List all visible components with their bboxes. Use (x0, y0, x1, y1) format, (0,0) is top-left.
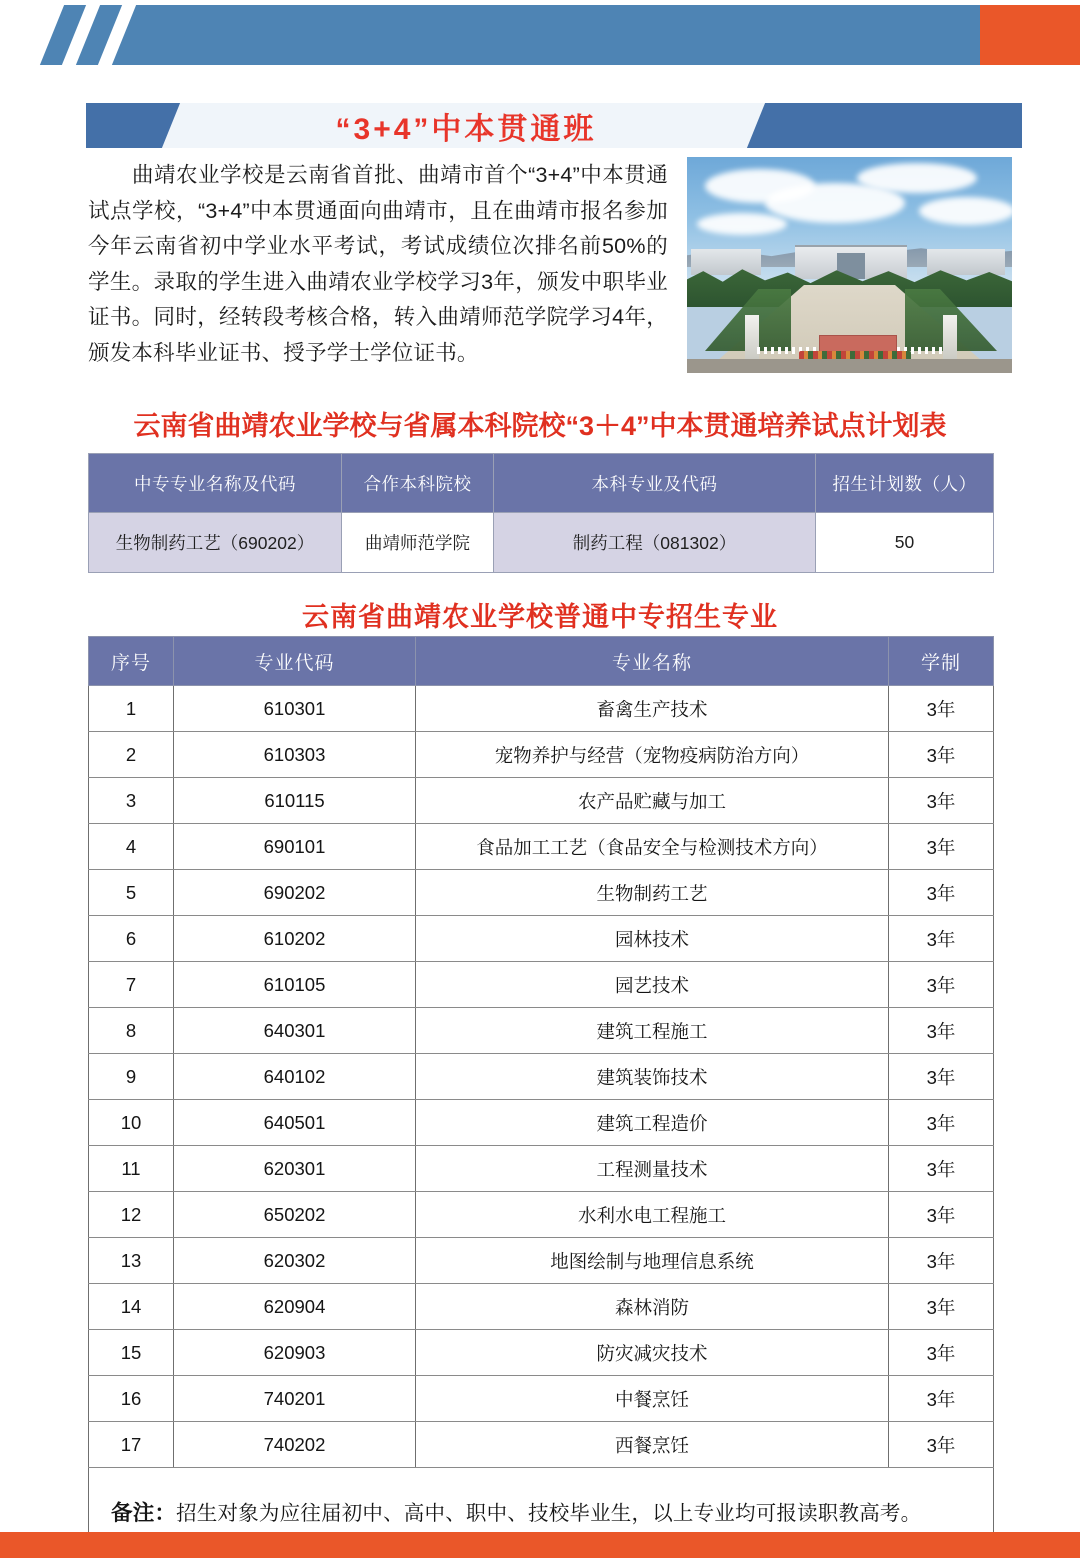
photo-building-left (691, 249, 761, 275)
table-row (89, 778, 994, 824)
table2-cell-major-code: 740202 (174, 1422, 416, 1468)
table1-col-quota: 招生计划数（人） (816, 454, 994, 513)
table-row (89, 916, 994, 962)
table2-cell-major-code: 610202 (174, 916, 416, 962)
table2-cell-index: 11 (89, 1146, 174, 1192)
photo-gate-pillar-right (943, 315, 957, 361)
photo-road (687, 359, 1012, 373)
table-row (89, 1422, 994, 1468)
table2-cell-major-name: 建筑工程造价 (416, 1100, 889, 1146)
table2-cell-duration: 3年 (889, 686, 994, 732)
table2-cell-duration: 3年 (889, 1146, 994, 1192)
table2-cell-duration: 3年 (889, 732, 994, 778)
table2-cell-major-code: 640501 (174, 1100, 416, 1146)
top-decoration-bar (0, 0, 1080, 70)
table2-cell-major-code: 620302 (174, 1238, 416, 1284)
top-orange-block (980, 5, 1080, 65)
table-row (89, 1054, 994, 1100)
table-row (89, 1100, 994, 1146)
table2-body (89, 686, 994, 1468)
table2-cell-major-name: 西餐烹饪 (416, 1422, 889, 1468)
table1-heading: 云南省曲靖农业学校与省属本科院校“3＋4”中本贯通培养试点计划表 (133, 411, 947, 441)
table1-col-partner-college: 合作本科院校 (342, 454, 494, 513)
table2-cell-major-code: 610301 (174, 686, 416, 732)
table2-cell-duration: 3年 (889, 1376, 994, 1422)
table2-cell-index: 2 (89, 732, 174, 778)
table2-cell-major-name: 园林技术 (416, 916, 889, 962)
table2-cell-duration: 3年 (889, 1192, 994, 1238)
photo-gate-pillar-left (745, 315, 759, 361)
table2-cell-duration: 3年 (889, 1054, 994, 1100)
table-row (89, 1146, 994, 1192)
photo-cloud (697, 213, 787, 235)
table2-cell-major-name: 农产品贮藏与加工 (416, 778, 889, 824)
table2-col-duration: 学制 (889, 637, 994, 686)
table1-col-major-code: 中专专业名称及代码 (89, 454, 342, 513)
table2-cell-index: 13 (89, 1238, 174, 1284)
table2-cell-duration: 3年 (889, 1008, 994, 1054)
table1-cell-partner-college: 曲靖师范学院 (342, 513, 494, 573)
top-blue-bar (155, 5, 980, 65)
intro-paragraph: 曲靖农业学校是云南省首批、曲靖市首个“3+4”中本贯通试点学校，“3+4”中本贯通面向曲靖市，且在曲靖市报名参加今年云南省初中学业水平考试，考试成绩位次排名前50%的学生。录取的学生进入曲靖农业学校学习3年，颁发中职毕业证书。同时，经转段考核合格，转入曲靖师范学院学习4年，颁发本科毕业证书、授予学士学位证书。 (88, 163, 668, 365)
photo-cloud (857, 163, 977, 193)
majors-table (88, 636, 994, 1555)
table-row (89, 1008, 994, 1054)
table1-cell-quota: 50 (816, 513, 994, 573)
table2-cell-major-code: 640301 (174, 1008, 416, 1054)
table-row (89, 870, 994, 916)
table2-cell-major-name: 生物制药工艺 (416, 870, 889, 916)
table2-cell-index: 16 (89, 1376, 174, 1422)
table2-cell-index: 17 (89, 1422, 174, 1468)
banner-title: “3+4”中本贯通班 (335, 112, 597, 146)
table2-cell-index: 15 (89, 1330, 174, 1376)
table2-cell-index: 7 (89, 962, 174, 1008)
table2-cell-index: 12 (89, 1192, 174, 1238)
photo-cloud (919, 197, 1012, 225)
table2-cell-index: 4 (89, 824, 174, 870)
table2-col-major-code: 专业代码 (174, 637, 416, 686)
note-text: 招生对象为应往届初中、高中、职中、技校毕业生，以上专业均可报读职教高考。 (176, 1501, 922, 1525)
table2-cell-major-code: 690202 (174, 870, 416, 916)
table2-cell-major-name: 水利水电工程施工 (416, 1192, 889, 1238)
table2-cell-index: 14 (89, 1284, 174, 1330)
table-row (89, 1376, 994, 1422)
table2-cell-major-name: 园艺技术 (416, 962, 889, 1008)
table-row (89, 513, 994, 573)
table2-cell-duration: 3年 (889, 1100, 994, 1146)
table2-cell-major-name: 食品加工工艺（食品安全与检测技术方向） (416, 824, 889, 870)
cooperation-plan-table (88, 453, 994, 573)
table2-cell-index: 6 (89, 916, 174, 962)
table2-cell-major-name: 防灾减灾技术 (416, 1330, 889, 1376)
table2-cell-index: 3 (89, 778, 174, 824)
table2-cell-major-code: 650202 (174, 1192, 416, 1238)
table2-header-row (89, 637, 994, 686)
table2-cell-major-name: 森林消防 (416, 1284, 889, 1330)
table2-cell-major-code: 640102 (174, 1054, 416, 1100)
table2-cell-index: 1 (89, 686, 174, 732)
table2-cell-major-name: 畜禽生产技术 (416, 686, 889, 732)
table2-cell-major-code: 610303 (174, 732, 416, 778)
table2-cell-index: 9 (89, 1054, 174, 1100)
table-row (89, 824, 994, 870)
note-label: 备注： (111, 1500, 177, 1525)
table2-cell-duration: 3年 (889, 824, 994, 870)
table1-col-bachelor-major: 本科专业及代码 (494, 454, 816, 513)
table2-col-index: 序号 (89, 637, 174, 686)
table2-cell-index: 5 (89, 870, 174, 916)
table2-cell-duration: 3年 (889, 962, 994, 1008)
table2-cell-major-code: 620301 (174, 1146, 416, 1192)
table-row (89, 1284, 994, 1330)
table1-cell-major-code: 生物制药工艺（690202） (89, 513, 342, 573)
table2-cell-major-name: 建筑装饰技术 (416, 1054, 889, 1100)
table2-cell-major-code: 620904 (174, 1284, 416, 1330)
table2-cell-major-name: 地图绘制与地理信息系统 (416, 1238, 889, 1284)
table-row (89, 1330, 994, 1376)
table2-cell-major-code: 620903 (174, 1330, 416, 1376)
table2-cell-duration: 3年 (889, 1330, 994, 1376)
table1-header-row (89, 454, 994, 513)
table2-cell-duration: 3年 (889, 1284, 994, 1330)
table2-cell-duration: 3年 (889, 870, 994, 916)
table-row (89, 686, 994, 732)
table1-cell-bachelor-major: 制药工程（081302） (494, 513, 816, 573)
bottom-orange-bar (0, 1532, 1080, 1558)
table2-cell-duration: 3年 (889, 1238, 994, 1284)
table2-cell-duration: 3年 (889, 778, 994, 824)
table-row (89, 1192, 994, 1238)
table2-cell-major-name: 宠物养护与经营（宠物疫病防治方向） (416, 732, 889, 778)
table2-cell-major-code: 690101 (174, 824, 416, 870)
table2-cell-major-name: 工程测量技术 (416, 1146, 889, 1192)
campus-photo (687, 157, 1012, 373)
table-row (89, 732, 994, 778)
table2-cell-major-name: 中餐烹饪 (416, 1376, 889, 1422)
table2-cell-major-code: 610115 (174, 778, 416, 824)
table2-cell-duration: 3年 (889, 916, 994, 962)
table2-cell-index: 10 (89, 1100, 174, 1146)
table2-cell-index: 8 (89, 1008, 174, 1054)
table2-cell-major-name: 建筑工程施工 (416, 1008, 889, 1054)
table-row (89, 1238, 994, 1284)
section-banner (86, 103, 1022, 148)
table-row (89, 962, 994, 1008)
table2-col-major-name: 专业名称 (416, 637, 889, 686)
table2-cell-major-code: 740201 (174, 1376, 416, 1422)
table2-cell-major-code: 610105 (174, 962, 416, 1008)
table2-heading: 云南省曲靖农业学校普通中专招生专业 (302, 602, 778, 632)
table2-cell-duration: 3年 (889, 1422, 994, 1468)
